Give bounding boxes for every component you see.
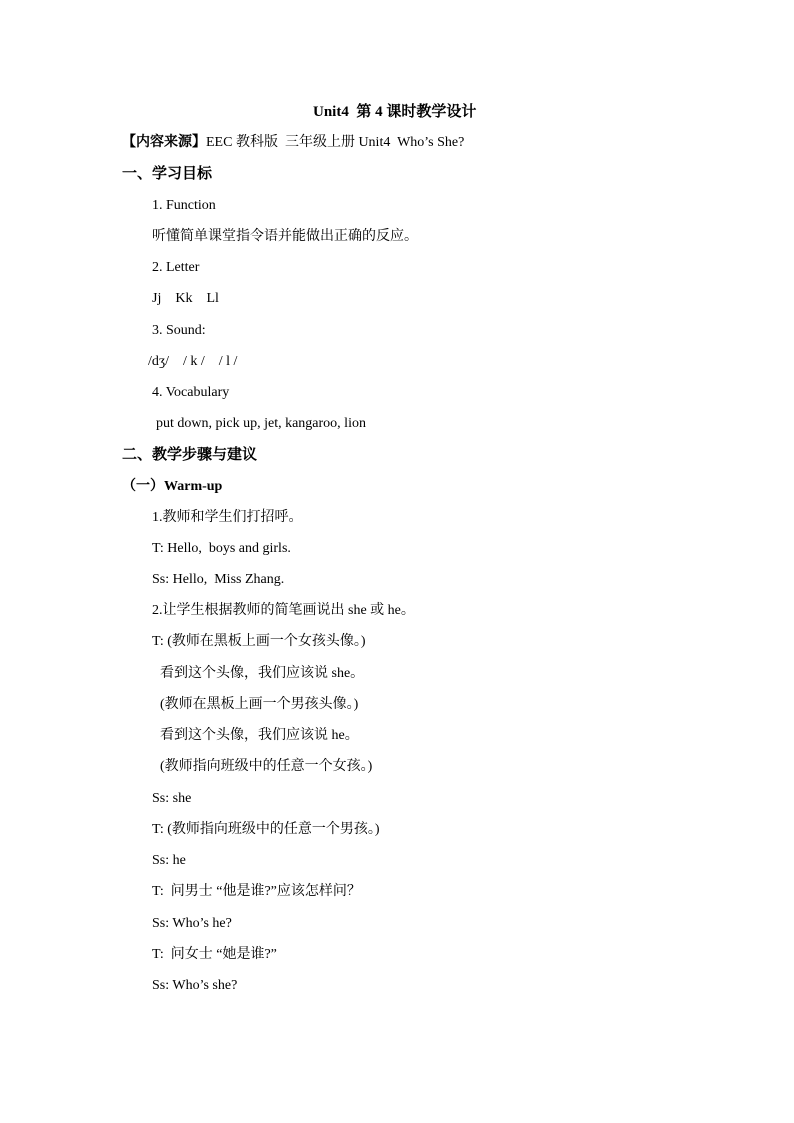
step-item: (教师指向班级中的任意一个女孩。) [160, 759, 373, 774]
step-item: T: (教师指向班级中的任意一个男孩。) [152, 822, 380, 837]
step-item: (教师在黑板上画一个男孩头像。) [160, 697, 359, 712]
step-item: T: (教师在黑板上画一个女孩头像。) [152, 634, 366, 649]
step-item: T: 问男士 “他是谁?”应该怎样问？ [152, 884, 361, 899]
step-item: T: 问女士 “她是谁?” [152, 947, 277, 962]
objective-item: 2. Letter [152, 260, 200, 275]
content-source [122, 134, 464, 152]
objective-item: Jj Kk Ll [152, 291, 219, 306]
content-source-label: 【内容来源】 [122, 135, 206, 150]
step-item: Ss: Hello, Miss Zhang. [152, 572, 285, 587]
objective-item: 1. Function [152, 198, 216, 213]
objective-item: 3. Sound: [152, 323, 206, 338]
section-heading-objectives: 一、学习目标 [122, 166, 213, 182]
objective-item: 听懂简单课堂指令语并能做出正确的反应。 [152, 229, 418, 244]
sub-heading-warm-up: （一）Warm-up [122, 479, 223, 494]
step-item: 1.教师和学生们打招呼。 [152, 510, 303, 525]
step-item: 2.让学生根据教师的简笔画说出 she 或 he。 [152, 603, 415, 618]
step-item: 看到这个头像，我们应该说 she。 [160, 666, 365, 681]
section-heading-steps: 二、教学步骤与建议 [122, 447, 258, 463]
step-item: Ss: Who’s she? [152, 978, 238, 993]
document-title: Unit4 第 4 课时教学设计 [313, 104, 477, 120]
objective-item: put down, pick up, jet, kangaroo, lion [156, 416, 366, 431]
objective-item: /dʒ/ / k / / l / [148, 354, 238, 369]
step-item: Ss: Who’s he? [152, 916, 232, 931]
content-source-text: EEC 教科版 三年级上册 Unit4 Who’s She? [206, 135, 465, 150]
step-item: Ss: he [152, 853, 186, 868]
objective-item: 4. Vocabulary [152, 385, 230, 400]
step-item: Ss: she [152, 791, 192, 806]
step-item: T: Hello, boys and girls. [152, 541, 291, 556]
step-item: 看到这个头像，我们应该说 he。 [160, 728, 359, 743]
